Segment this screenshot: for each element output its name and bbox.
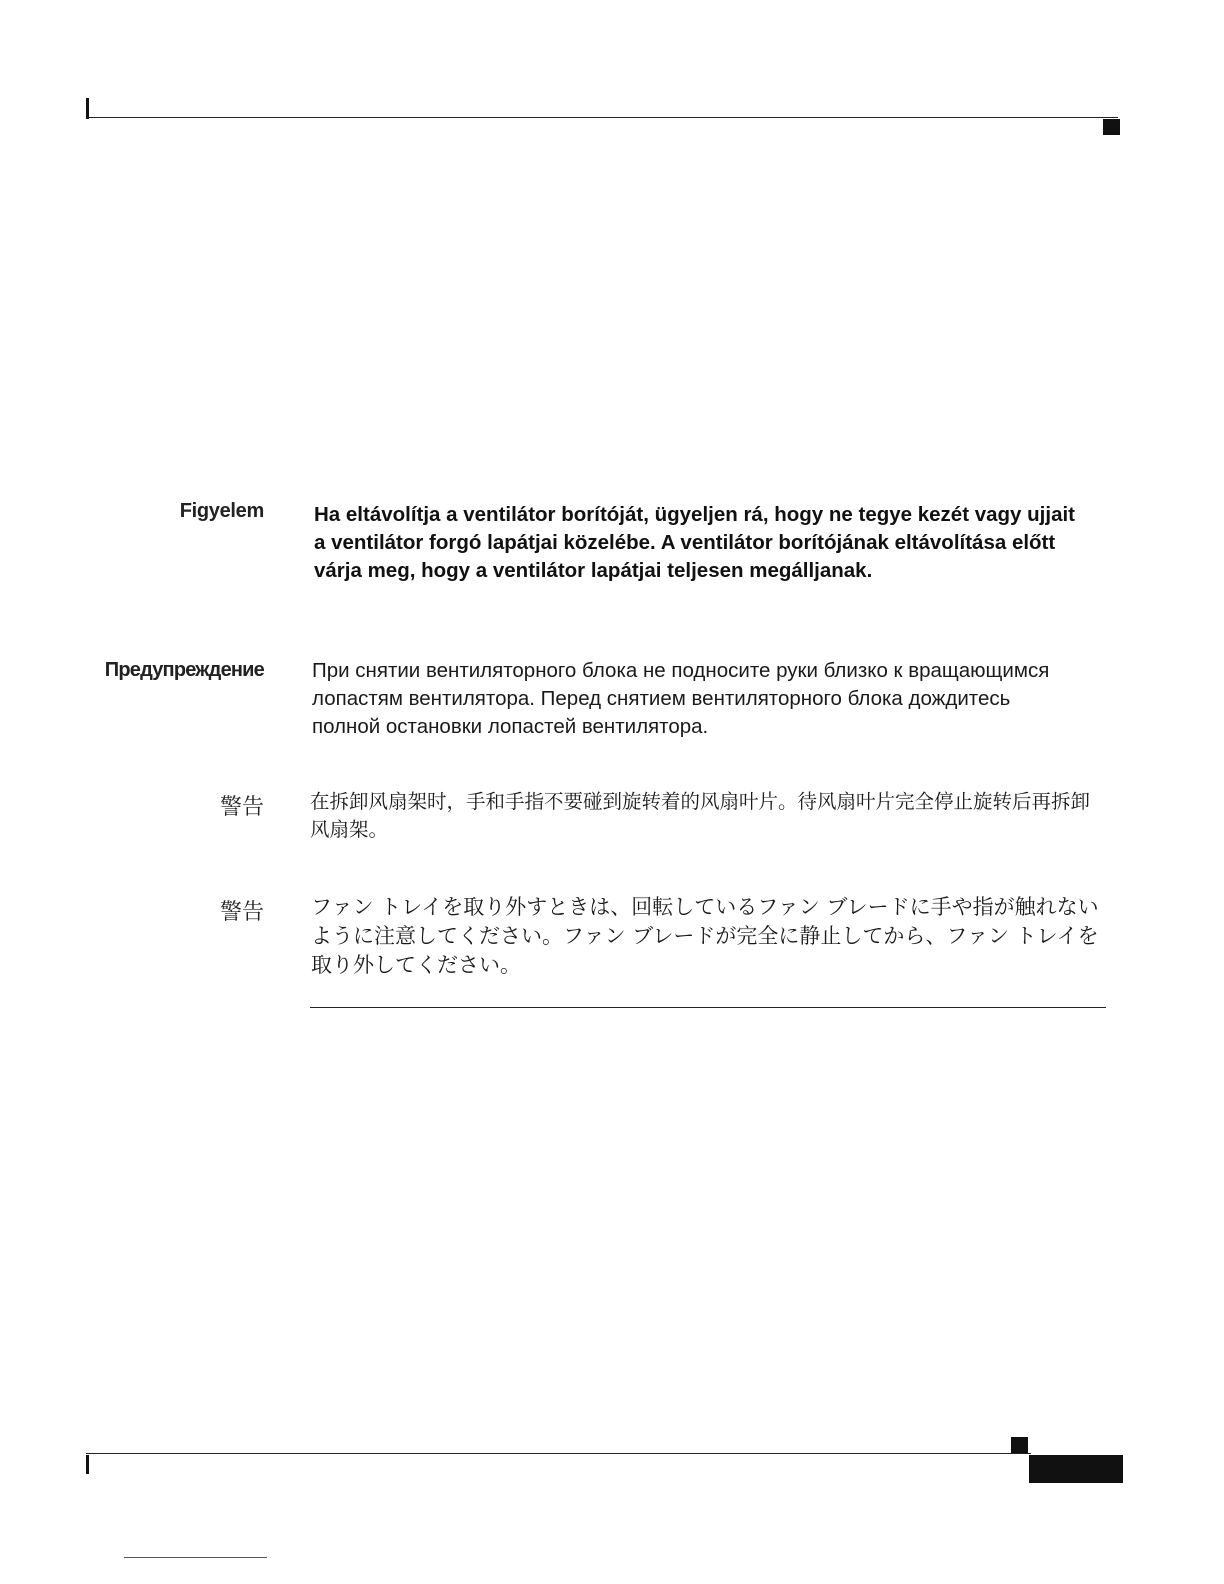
header-margin-tick xyxy=(86,98,89,119)
page-number-tab xyxy=(1029,1455,1123,1483)
footer-corner-square xyxy=(1011,1437,1028,1453)
header-corner-square xyxy=(1103,119,1120,135)
warning-text: ファン トレイを取り外すときは、回転しているファン ブレードに手や指が触れないように注意してください。ファン ブレードが完全に静止してから、ファン トレイを取り外してください。 xyxy=(311,895,1099,977)
footer-margin-tick xyxy=(86,1455,89,1474)
footer-link-underline[interactable] xyxy=(124,1557,267,1558)
warning-text: Ha eltávolítja a ventilátor borítóját, ügyeljen rá, hogy ne tegye kezét vagy ujjait a ventilátor forgó lapátjai közelébe. A ventilátor borítójának eltávolítása előtt várja meg, hogy a ventilátor lapátjai teljesen megálljanak. xyxy=(314,503,1075,582)
header-rule xyxy=(86,117,1118,118)
section-end-rule xyxy=(310,1007,1106,1008)
warning-label: Предупреждение xyxy=(104,659,264,681)
warning-text: При снятии вентиляторного блока не подносите руки близко к вращающимся лопастям вентилятора. Перед снятием вентиляторного блока дождитесь полной остановки лопастей вентилятора. xyxy=(312,659,1050,738)
warning-text: 在拆卸风扇架时，手和手指不要碰到旋转着的风扇叶片。待风扇叶片完全停止旋转后再拆卸风扇架。 xyxy=(310,790,1091,841)
warning-label: Figyelem xyxy=(179,500,264,522)
warning-label: 警告 xyxy=(219,899,264,924)
footer-rule xyxy=(86,1453,1031,1454)
warning-label: 警告 xyxy=(219,794,264,819)
